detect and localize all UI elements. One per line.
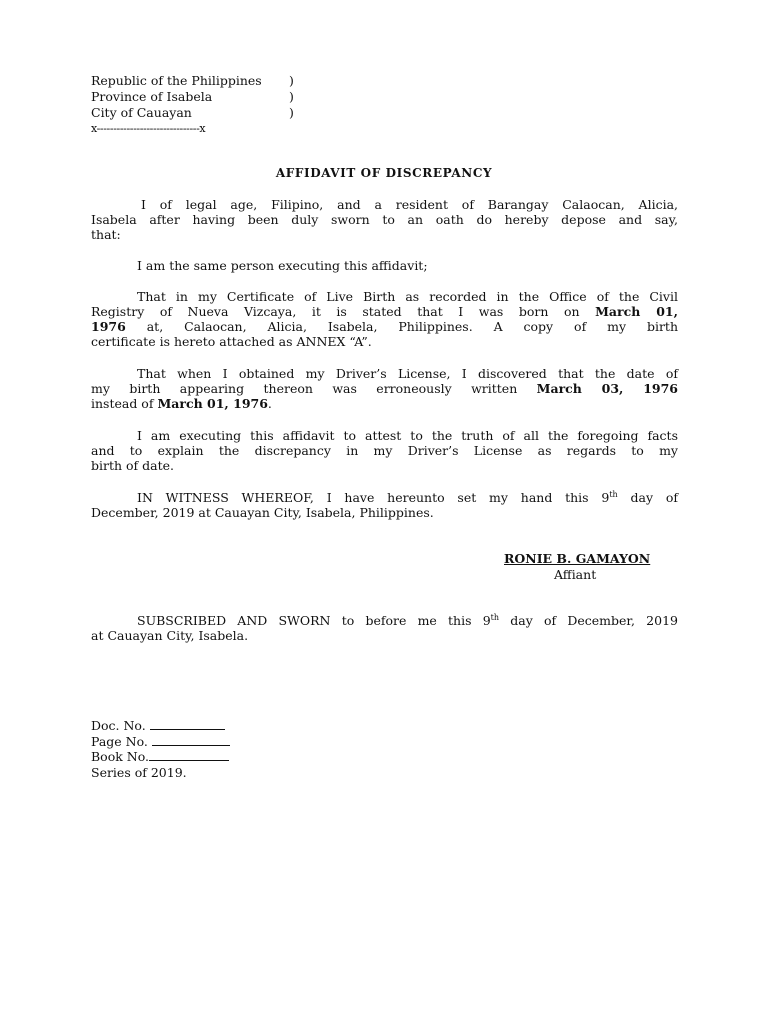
series-line: Series of 2019. [91, 765, 187, 780]
ordinal-suffix: th [609, 489, 618, 499]
paragraph-line [91, 381, 678, 396]
witness-line [137, 490, 678, 505]
ordinal-suffix: th [490, 612, 500, 622]
paragraph-text: day of [630, 490, 678, 505]
paragraph-text: at Cauayan City, Isabela. [91, 628, 249, 643]
paragraph-text: certificate is hereto attached as ANNEX “A”. [91, 334, 372, 349]
paragraph-text: That in my Certificate of Live Birth as recorded in the Office of the Civil [137, 289, 678, 304]
paragraph-text: SUBSCRIBED AND SWORN to before me this 9th day of December, 2019 [137, 612, 678, 628]
paragraph-text: IN WITNESS WHEREOF, I have hereunto set my hand this 9th [137, 489, 618, 505]
intro-line: Isabela after having been duly sworn to an oath do hereby depose and say, [91, 212, 678, 227]
document-title: AFFIDAVIT OF DISCREPANCY [275, 166, 493, 180]
header-republic: Republic of the Philippines [91, 73, 262, 88]
intro-line: I of legal age, Filipino, and a resident of Barangay Calaocan, Alicia, [141, 197, 678, 212]
affiant-role: Affiant [554, 567, 597, 582]
header-province: Province of Isabela [91, 89, 213, 104]
paragraph-text: . [267, 396, 272, 411]
affiant-name: RONIE B. GAMAYON [504, 551, 651, 566]
paragraph-line [91, 304, 678, 319]
paragraph-text: December, 2019 at Cauayan City, Isabela, Philippines. [91, 505, 434, 520]
paragraph-text: birth of date. [91, 458, 174, 473]
paragraph-text: That when I obtained my Driver’s License, I discovered that the date of [137, 366, 678, 381]
intro-line: that: [91, 227, 121, 242]
header-paren: ) [289, 73, 294, 88]
erroneous-date-emphasis: March 03, 1976 [536, 381, 678, 396]
paragraph-line [91, 396, 272, 411]
header-paren: ) [289, 89, 294, 104]
page-no-field: Page No. [91, 734, 230, 749]
paragraph-text: Registry of Nueva Vizcaya, it is stated that I was born on [91, 304, 580, 319]
paragraph-text: I am executing this affidavit to attest to the truth of all the foregoing facts [137, 428, 678, 443]
doc-no-field: Doc. No. [91, 718, 225, 733]
header-city: City of Cauayan [91, 105, 192, 120]
paragraph-text: instead of [91, 396, 154, 411]
subscribed-line [137, 613, 678, 628]
correct-date-emphasis: March 01, 1976 [157, 396, 268, 411]
paragraph-text: at, Calaocan, Alicia, Isabela, Philippines. A copy of my birth [146, 319, 678, 334]
header-divider: x-------------------------------x [91, 122, 206, 135]
paragraph-text: my birth appearing thereon was erroneously written [91, 381, 518, 396]
birth-year-emphasis: 1976 [91, 319, 126, 334]
birth-date-emphasis: March 01, [595, 304, 678, 319]
paragraph-text: and to explain the discrepancy in my Driver’s License as regards to my [91, 443, 678, 458]
header-paren: ) [289, 105, 294, 120]
paragraph-line [91, 319, 678, 334]
paragraph-text: I am the same person executing this affidavit; [137, 258, 428, 273]
book-no-field: Book No. [91, 749, 229, 764]
